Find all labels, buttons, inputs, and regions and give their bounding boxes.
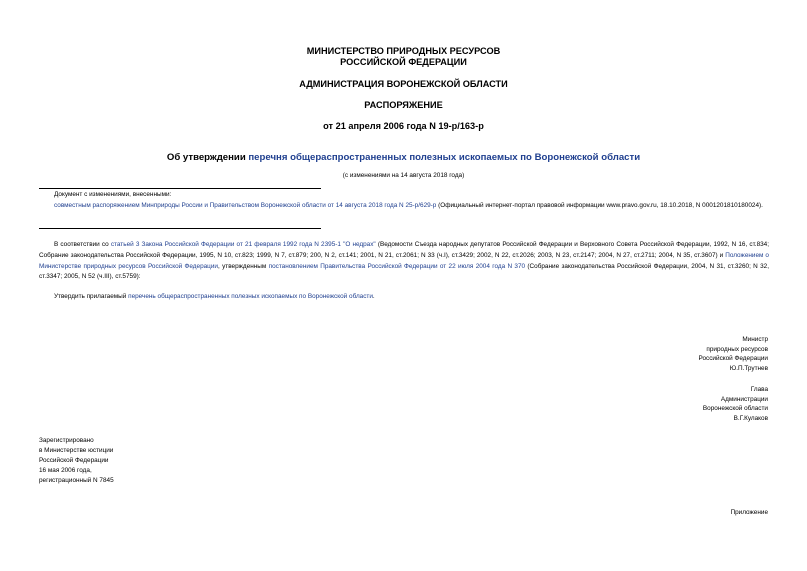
list-link[interactable]: перечень общераспространенных полезных ископаемых по Воронежской области bbox=[128, 293, 373, 300]
changes-tail: (Официальный интернет-портал правовой информации www.pravo.gov.ru, 18.10.2018, N 0001201810180024). bbox=[436, 202, 763, 209]
ministry-heading bbox=[0, 46, 807, 68]
government-decree-link[interactable]: постановлением Правительства Российской Федерации от 22 июля 2004 года N 370 bbox=[268, 262, 526, 270]
p1-text-2: (Ведомости Съезда народных депутатов Российской Федерации и Верховного Совета Российской Федерации, 1992, N 16, ст.834; Собрание законодательства Российской Федерации, 1995, N 10, ст.823; 1999, N 7, ст.879; 200, N 2, ст.141; 2001, N 21, ст.2061; N 33 (ч.I), ст.3429; 2002, N 22, ст.2026; 2003, N 23, ст.2147; 2004, N 27, ст.2711; 2004, N 35, ст.3607) и bbox=[39, 241, 770, 259]
p1-text-1: В соответствии со bbox=[54, 241, 111, 248]
changes-bottom-rule bbox=[39, 228, 321, 229]
p2-text-2: . bbox=[372, 293, 375, 300]
signature-line: Воронежской области bbox=[702, 405, 768, 413]
registration-line: 16 мая 2006 года, bbox=[39, 467, 92, 474]
document-type: РАСПОРЯЖЕНИЕ bbox=[364, 100, 443, 110]
body-paragraph-1 bbox=[39, 240, 769, 283]
ministry-regulation-link[interactable]: Положением о Министерстве природных ресурсов Российской Федерации bbox=[39, 251, 769, 270]
ministry-line-2: РОССИЙСКОЙ ФЕДЕРАЦИИ bbox=[340, 57, 467, 67]
administration-heading: АДМИНИСТРАЦИЯ ВОРОНЕЖСКОЙ ОБЛАСТИ bbox=[299, 79, 508, 89]
registration-line: Зарегистрировано bbox=[39, 437, 94, 444]
signature-line: Министр bbox=[742, 336, 768, 343]
changes-top-rule bbox=[39, 188, 321, 189]
signature-line: природных ресурсов bbox=[706, 345, 768, 353]
title-link[interactable]: перечня общераспространенных полезных ископаемых по Воронежской области bbox=[248, 152, 641, 163]
amendment-note: (с изменениями на 14 августа 2018 года) bbox=[342, 172, 465, 179]
changes-heading: Документ с изменениями, внесенными: bbox=[54, 191, 172, 198]
p1-text-4: (Собрание законодательства Российской Федерации, 2004, N 31, ст.3260; N 32, ст.3347; 2005, N 52 (ч.III), ст.5759): bbox=[39, 262, 770, 281]
registration-line: Российской Федерации bbox=[39, 457, 109, 464]
document-date-number: от 21 апреля 2006 года N 19-р/163-р bbox=[323, 121, 484, 131]
changes-text bbox=[39, 201, 769, 212]
signature-governor bbox=[703, 385, 768, 423]
appendix-label: Приложение bbox=[730, 509, 768, 516]
signature-line: Российской Федерации bbox=[698, 355, 768, 363]
signature-line: Администрации bbox=[720, 395, 768, 403]
signature-minister bbox=[699, 335, 769, 373]
registration-block bbox=[39, 436, 114, 486]
title-prefix: Об утверждении bbox=[166, 152, 249, 163]
changes-link[interactable]: совместным распоряжением Минприроды России и Правительством Воронежской области от 14 августа 2018 года N 25-р/629-р bbox=[54, 202, 437, 209]
registration-line: регистрационный N 7845 bbox=[39, 477, 114, 484]
ministry-line-1: МИНИСТЕРСТВО ПРИРОДНЫХ РЕСУРСОВ bbox=[306, 46, 501, 56]
law-article-link[interactable]: статьей 3 Закона Российской Федерации от 21 февраля 1992 года N 2395-1 "О недрах" bbox=[110, 241, 376, 248]
body-paragraph-2 bbox=[39, 292, 769, 303]
document-title bbox=[0, 152, 807, 163]
registration-line: в Министерстве юстиции bbox=[39, 447, 114, 454]
p2-text-1: Утвердить прилагаемый bbox=[54, 293, 129, 300]
signature-line: В.Г.Кулаков bbox=[733, 414, 768, 422]
signature-line: Глава bbox=[750, 386, 768, 393]
p1-text-3: , утвержденным bbox=[218, 262, 269, 270]
signature-line: Ю.П.Трутнев bbox=[729, 364, 768, 372]
